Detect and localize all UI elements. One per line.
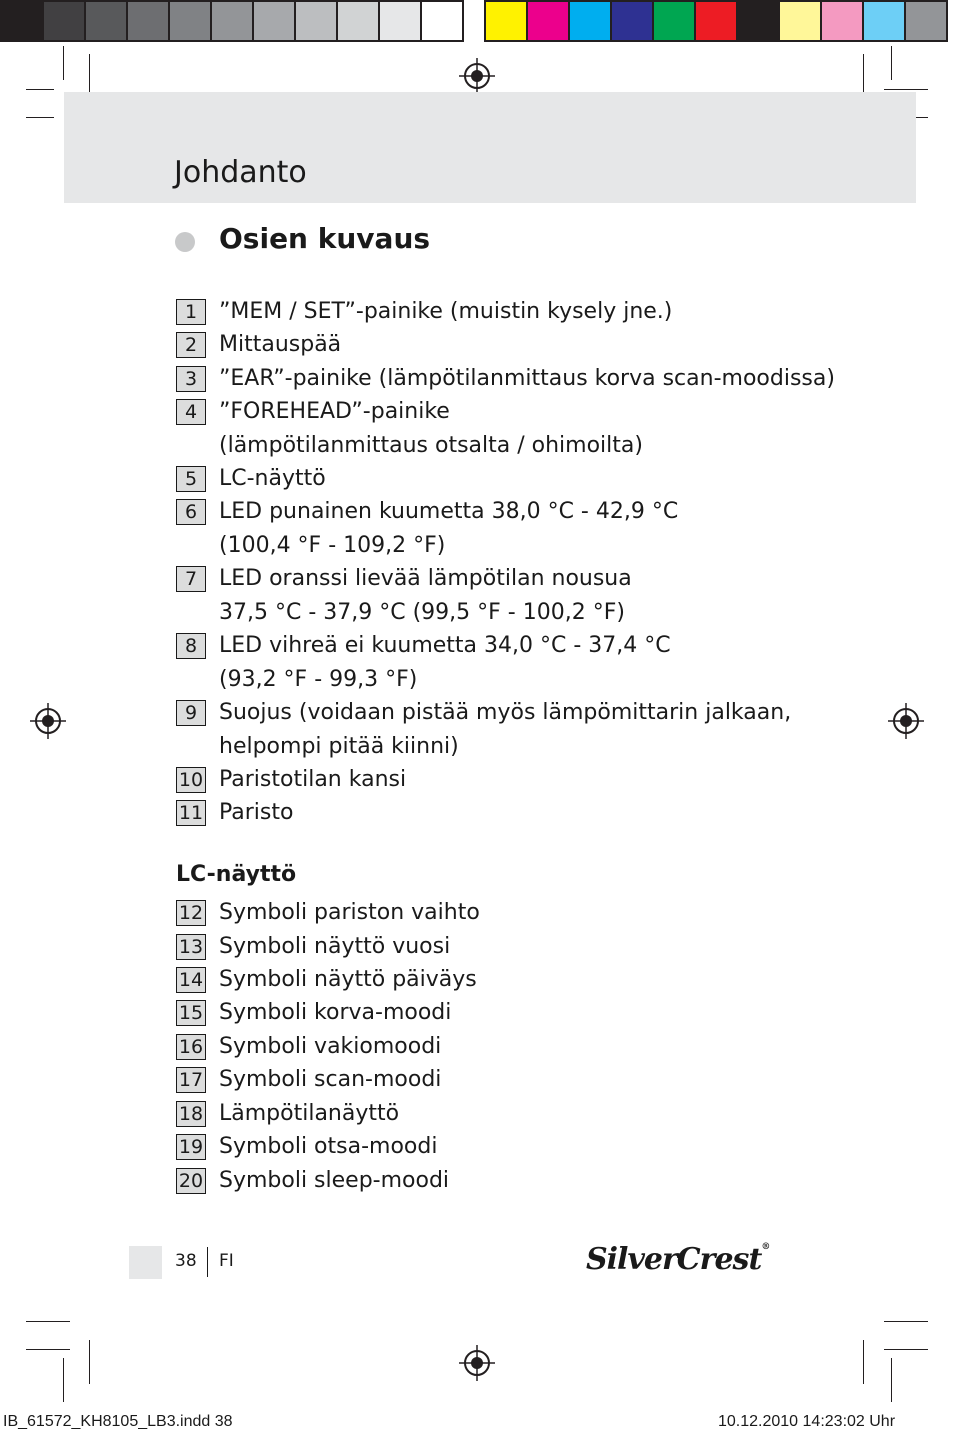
color-swatch <box>84 0 128 42</box>
crop-mark <box>63 46 64 80</box>
item-number: 15 <box>176 1000 206 1026</box>
item-text: Symboli näyttö päiväys <box>219 967 477 992</box>
crop-mark <box>863 1340 864 1384</box>
color-swatch <box>126 0 170 42</box>
section-title: Osien kuvaus <box>219 222 431 255</box>
item-number: 13 <box>176 934 206 960</box>
crop-mark <box>884 1349 928 1350</box>
registration-mark-icon <box>888 703 924 739</box>
color-swatch <box>652 0 696 42</box>
item-number: 16 <box>176 1034 206 1060</box>
brand-name: SilverCrest <box>586 1242 762 1277</box>
crop-mark <box>26 1349 70 1350</box>
gray-calibration-bar <box>0 0 462 46</box>
crop-mark <box>26 1321 70 1322</box>
item-text: Symboli otsa-moodi <box>219 1134 438 1159</box>
color-swatch <box>610 0 654 42</box>
color-swatch <box>0 0 44 42</box>
color-swatch <box>820 0 864 42</box>
crop-mark <box>891 1358 892 1402</box>
item-text: Symboli pariston vaihto <box>219 900 480 925</box>
registration-mark-icon <box>459 1345 495 1381</box>
crop-mark <box>884 1321 928 1322</box>
color-swatch <box>168 0 212 42</box>
item-text: Suojus (voidaan pistää myös lämpömittarin jalkaan, helpompi pitää kiinni) <box>219 700 792 759</box>
registration-mark-icon <box>459 58 495 94</box>
color-swatch <box>526 0 570 42</box>
page-title: Johdanto <box>174 155 307 190</box>
page-number: 38 <box>175 1251 197 1271</box>
item-number: 4 <box>176 399 206 425</box>
item-number: 12 <box>176 900 206 926</box>
registered-mark: ® <box>761 1242 770 1252</box>
item-number: 17 <box>176 1067 206 1093</box>
item-number: 9 <box>176 700 206 726</box>
item-text: Lämpötilanäyttö <box>219 1101 400 1126</box>
item-number: 14 <box>176 967 206 993</box>
item-text: Symboli scan-moodi <box>219 1067 442 1092</box>
item-number: 18 <box>176 1101 206 1127</box>
item-number: 20 <box>176 1168 206 1194</box>
item-text: LED oranssi lievää lämpötilan nousua 37,5 °C - 37,9 °C (99,5 °F - 100,2 °F) <box>219 566 632 625</box>
color-swatch <box>568 0 612 42</box>
color-swatch <box>42 0 86 42</box>
bullet-dot-icon <box>175 232 195 252</box>
print-slug-datetime: 10.12.2010 14:23:02 Uhr <box>718 1413 896 1430</box>
item-number: 11 <box>176 800 206 826</box>
item-text: Paristo <box>219 800 294 825</box>
item-number: 1 <box>176 299 206 325</box>
color-swatch <box>904 0 948 42</box>
registration-mark-icon <box>30 703 66 739</box>
print-slug-file: IB_61572_KH8105_LB3.indd 38 <box>3 1413 233 1430</box>
item-text: Symboli näyttö vuosi <box>219 934 451 959</box>
item-text: Mittauspää <box>219 332 342 357</box>
footer-divider <box>207 1247 208 1277</box>
brand-logo <box>586 1242 769 1277</box>
item-number: 8 <box>176 633 206 659</box>
item-number: 6 <box>176 499 206 525</box>
item-text: LC-näyttö <box>219 466 326 491</box>
item-text: ”FOREHEAD”-painike (lämpötilanmittaus otsalta / ohimoilta) <box>219 399 643 458</box>
crop-mark <box>891 46 892 80</box>
item-number: 5 <box>176 466 206 492</box>
item-text: LED punainen kuumetta 38,0 °C - 42,9 °C (100,4 °F - 109,2 °F) <box>219 499 679 558</box>
item-text: Symboli sleep-moodi <box>219 1168 450 1193</box>
item-text: Symboli korva-moodi <box>219 1000 452 1025</box>
color-swatch <box>378 0 422 42</box>
color-swatch <box>694 0 738 42</box>
item-text: Paristotilan kansi <box>219 767 407 792</box>
color-swatch <box>484 0 528 42</box>
crop-mark <box>89 1340 90 1384</box>
crop-mark <box>26 89 54 90</box>
color-swatch <box>420 0 464 42</box>
color-swatch <box>294 0 338 42</box>
crop-mark <box>26 117 54 118</box>
item-number: 10 <box>176 767 206 793</box>
item-text: ”EAR”-painike (lämpötilanmittaus korva scan-moodissa) <box>219 366 835 391</box>
item-text: ”MEM / SET”-painike (muistin kysely jne.) <box>219 299 673 324</box>
crop-mark <box>884 89 928 90</box>
color-swatch <box>862 0 906 42</box>
item-number: 7 <box>176 566 206 592</box>
item-text: LED vihreä ei kuumetta 34,0 °C - 37,4 °C (93,2 °F - 99,3 °F) <box>219 633 671 692</box>
lcd-heading: LC-näyttö <box>176 862 297 887</box>
item-number: 3 <box>176 366 206 392</box>
process-color-bar <box>484 0 946 46</box>
crop-mark <box>63 1358 64 1402</box>
item-number: 19 <box>176 1134 206 1160</box>
color-swatch <box>336 0 380 42</box>
color-swatch <box>778 0 822 42</box>
color-swatch <box>736 0 780 42</box>
item-text: Symboli vakiomoodi <box>219 1034 442 1059</box>
footer-tab <box>129 1246 162 1279</box>
item-number: 2 <box>176 332 206 358</box>
language-code: FI <box>219 1251 234 1271</box>
color-swatch <box>210 0 254 42</box>
color-swatch <box>252 0 296 42</box>
